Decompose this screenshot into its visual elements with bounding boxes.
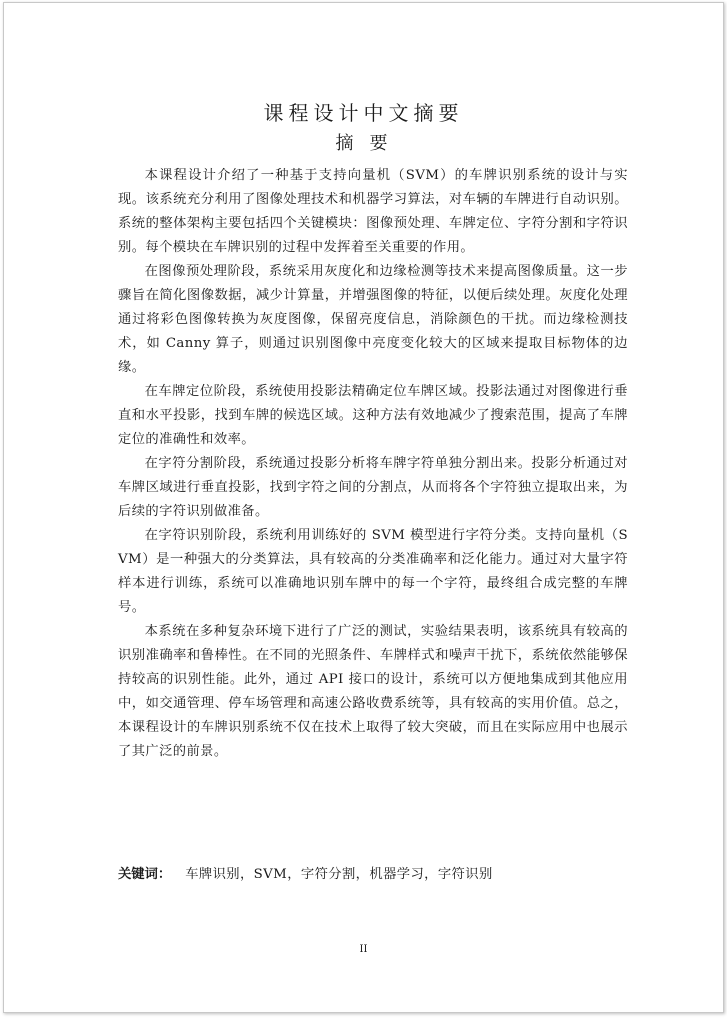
paragraph: 本课程设计介绍了一种基于支持向量机（SVM）的车牌识别系统的设计与实现。该系统充分利用了图像处理技术和机器学习算法，对车辆的车牌进行自动识别。系统的整体架构主要包括四个关键模块：图像预处理、车牌定位、字符分割和字符识别。每个模块在车牌识别的过程中发挥着至关重要的作用。 [118, 168, 628, 255]
document-page [3, 2, 724, 1013]
keywords-text: 车牌识别，SVM，字符分割，机器学习，字符识别 [185, 867, 493, 882]
keywords-line [118, 863, 628, 887]
paragraph: 在车牌定位阶段，系统使用投影法精确定位车牌区域。投影法通过对图像进行垂直和水平投影，找到车牌的候选区域。这种方法有效地减少了搜索范围，提高了车牌定位的准确性和效率。 [118, 384, 628, 447]
paragraph: 在字符识别阶段，系统利用训练好的 SVM 模型进行字符分类。支持向量机（SVM）是一种强大的分类算法，具有较高的分类准确率和泛化能力。通过对大量字符样本进行训练，系统可以准确地识别车牌中的每一个字符，最终组合成完整的车牌号。 [118, 528, 628, 615]
keywords-label: 关键词： [118, 867, 172, 882]
abstract-body [118, 164, 628, 764]
paragraph: 本系统在多种复杂环境下进行了广泛的测试，实验结果表明，该系统具有较高的识别准确率和鲁棒性。在不同的光照条件、车牌样式和噪声干扰下，系统依然能够保持较高的识别性能。此外，通过 API 接口的设计，系统可以方便地集成到其他应用中，如交通管理、停车场管理和高速公路收费系统等，具有较高的实用价值。总之，本课程设计的车牌识别系统不仅在技术上取得了较大突破，而且在实际应用中也展示了其广泛的前景。 [118, 624, 628, 759]
paragraph: 在字符分割阶段，系统通过投影分析将车牌字符单独分割出来。投影分析通过对车牌区域进行垂直投影，找到字符之间的分割点，从而将各个字符独立提取出来，为后续的字符识别做准备。 [118, 456, 628, 519]
paragraph: 在图像预处理阶段，系统采用灰度化和边缘检测等技术来提高图像质量。这一步骤旨在简化图像数据，减少计算量，并增强图像的特征，以便后续处理。灰度化处理通过将彩色图像转换为灰度图像，保留亮度信息，消除颜色的干扰。而边缘检测技术，如 Canny 算子，则通过识别图像中亮度变化较大的区域来提取目标物体的边缘。 [118, 264, 628, 375]
page-number: II [359, 944, 368, 955]
document-title: 课程设计中文摘要 [263, 101, 464, 125]
section-title: 摘要 [335, 133, 404, 154]
